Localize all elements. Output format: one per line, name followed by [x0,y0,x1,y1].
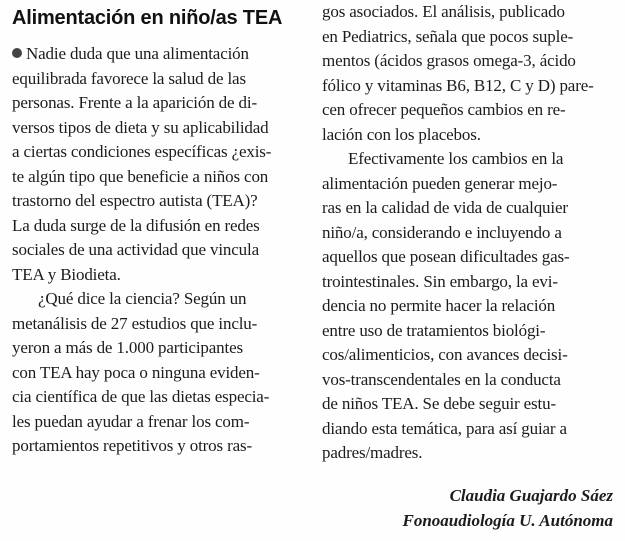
paragraph-line: trastorno del espectro autista (TEA)? [12,191,258,210]
paragraph-line: cos/alimenticios, con avances decisi- [322,345,568,364]
paragraph-line: fólico y vitaminas B6, B12, C y D) pare- [322,75,594,95]
paragraph-line: Nadie duda que una alimentación [12,42,302,67]
paragraph-line: padres/madres. [322,443,423,462]
paragraph-line: a ciertas condiciones específicas ¿exis- [12,142,272,161]
paragraph-line: te algún tipo que beneficie a niños con [12,166,269,186]
paragraph-line: con TEA hay poca o ninguna eviden- [12,362,260,382]
paragraph-line: ras en la calidad de vida de cualquier [322,198,568,217]
paragraph-line: equilibrada favorece la salud de las [12,68,246,88]
left-column [12,0,302,459]
paragraph-line: portamientos repetitivos y otros ras- [12,436,252,455]
paragraph-line: TEA y Biodieta. [12,264,121,284]
paragraph-line: entre uso de tratamientos biológi- [322,320,546,340]
paragraph-line: sociales de una actividad que vincula [12,240,259,259]
paragraph-line: metanálisis de 27 estudios que inclu- [12,313,258,333]
paragraph-line: cia científica de que las dietas especia- [12,387,270,406]
paragraph-line: en Pediatrics, señala que pocos suple- [322,26,574,46]
paragraph-line: diando esta temática, para así guiar a [322,418,567,438]
paragraph-line: mentos (ácidos grasos omega-3, ácido [322,51,576,70]
paragraph-line: vos-transcendentales en la conducta [322,369,561,389]
paragraph-line: La duda surge de la difusión en redes [12,215,260,235]
paragraph-line: personas. Frente a la aparición de di- [12,93,257,112]
paragraph-line: gos asociados. El análisis, publicado [322,2,565,21]
paragraph-line: trointestinales. Sin embargo, la evi- [322,271,558,291]
paragraph-line: dencia no permite hacer la relación [322,296,556,315]
right-column [322,0,616,466]
left-column-text [12,42,302,459]
paragraph-line: Efectivamente los cambios en la [348,149,564,168]
paragraph-line: les puedan ayudar a frenar los com- [12,411,250,431]
paragraph-line: lación con los placebos. [322,124,481,144]
author-name: Claudia Guajardo Sáez [449,486,613,505]
paragraph-line: alimentación pueden generar mejo- [322,173,558,193]
right-column-text [322,0,616,466]
paragraph-line: aquellos que posean dificultades gas- [322,247,570,266]
author-affiliation: Fonoaudiología U. Autónoma [402,511,613,530]
bullet-icon [12,48,22,58]
paragraph-line: niño/a, considerando e incluyendo a [322,222,562,242]
paragraph-line: versos tipos de dieta y su aplicabilidad [12,117,269,137]
article-headline: Alimentación en niño/as TEA [12,7,283,29]
paragraph-line: de niños TEA. Se debe seguir estu- [322,394,556,413]
paragraph-line: ¿Qué dice la ciencia? Según un [38,289,247,308]
paragraph-line: yeron a más de 1.000 participantes [12,338,243,357]
paragraph-line: cen ofrecer pequeños cambios en re- [322,100,566,119]
